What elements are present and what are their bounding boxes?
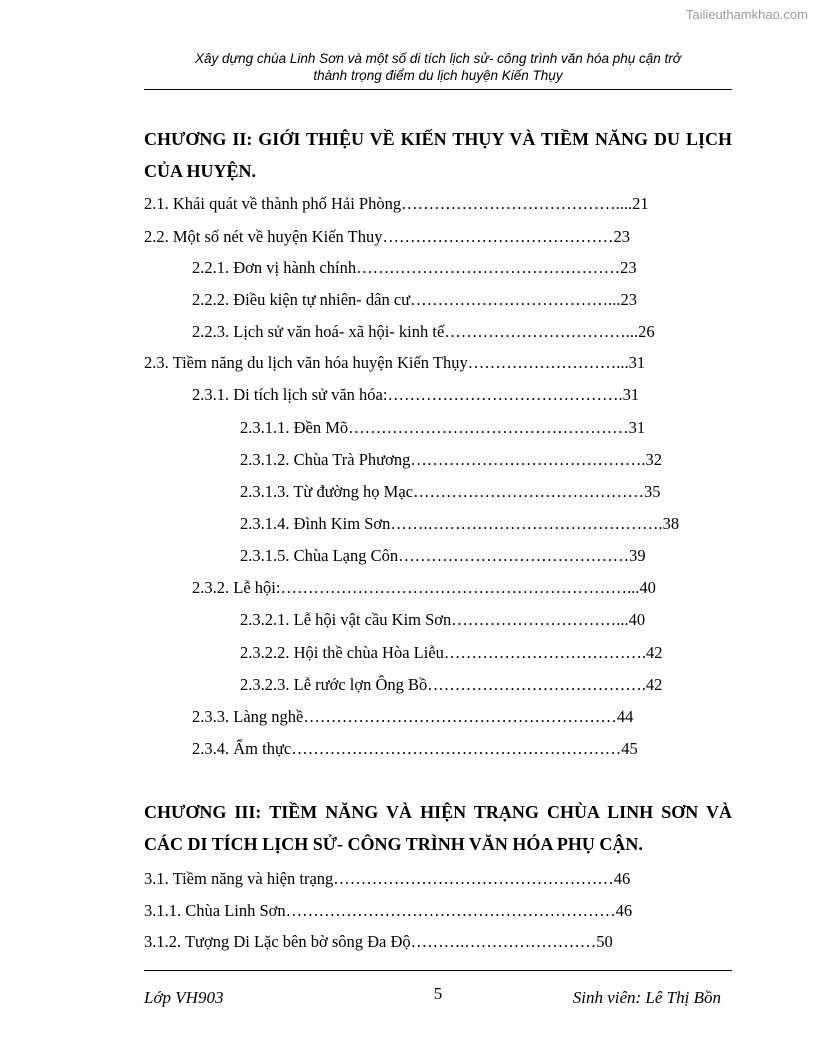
toc-entry-2-3-2-3: 2.3.2.3. Lễ rước lợn Ông Bồ………………………………….42: [240, 675, 663, 694]
toc-entry-2-2-1: 2.2.1. Đơn vị hành chính…………………………………………23: [192, 258, 637, 277]
toc-entry-2-3-2: 2.3.2. Lễ hội:………………………………………………………...40: [192, 578, 656, 597]
toc-entry-2-3-1-2: 2.3.1.2. Chùa Trà Phương…………………………………….32: [240, 450, 662, 469]
header-line-2: thành trọng điểm du lịch huyện Kiến Thụy: [313, 68, 563, 83]
toc-entry-2-3-2-2: 2.3.2.2. Hội thề chùa Hòa Liễu……………………………….42: [240, 643, 663, 662]
toc-entry-2-3-2-1: 2.3.2.1. Lễ hội vật cầu Kim Sơn…………………………...40: [240, 610, 646, 629]
toc-entry-2-2: 2.2. Một số nét về huyện Kiến Thuy……………………………………23: [144, 227, 630, 246]
toc-entry-2-3-4: 2.3.4. Ẩm thực……………………………………………………45: [192, 739, 638, 758]
header-divider: [144, 89, 732, 90]
toc-entry-3-1-1: 3.1.1. Chùa Linh Sơn……………………………………………………46: [144, 901, 633, 920]
page-number: 5: [433, 984, 443, 1003]
toc-entry-2-3-1: 2.3.1. Di tích lịch sử văn hóa:…………………………………….31: [192, 385, 640, 404]
toc-entry-2-2-2: 2.2.2. Điều kiện tự nhiên- dân cư………………………………...23: [192, 290, 638, 309]
toc-entry-2-3: 2.3. Tiềm năng du lịch văn hóa huyện Kiến Thụy………………………...31: [144, 353, 646, 372]
toc-entry-2-1: 2.1. Khái quát về thành phố Hải Phòng…………………………………....21: [144, 194, 649, 213]
toc-entry-3-1-2: 3.1.2. Tượng Di Lặc bên bờ sông Đa Độ……….……………………50: [144, 932, 613, 951]
chapter-3-heading: CHƯƠNG III: TIỀM NĂNG VÀ HIỆN TRẠNG CHÙA LINH SƠN VÀ CÁC DI TÍCH LỊCH SỬ- CÔNG TRÌNH VĂN HÓA PHỤ CẬN.: [144, 802, 732, 854]
chapter-2-heading: CHƯƠNG II: GIỚI THIỆU VỀ KIẾN THỤY VÀ TIỀM NĂNG DU LỊCH CỦA HUYỆN.: [144, 129, 732, 181]
toc-entry-2-3-1-5: 2.3.1.5. Chùa Lạng Côn……………………………………39: [240, 546, 646, 565]
toc-entry-2-3-1-1: 2.3.1.1. Đền Mõ……………………………………………31: [240, 418, 646, 437]
footer-class: Lớp VH903: [144, 988, 224, 1007]
running-header: [144, 50, 732, 84]
toc-entry-2-3-3: 2.3.3. Làng nghề…………………………………………………44: [192, 707, 634, 726]
footer-divider: [144, 970, 732, 971]
toc-entry-2-2-3: 2.2.3. Lịch sử văn hoá- xã hội- kinh tế……………………………...26: [192, 322, 655, 341]
header-line-1: Xây dựng chùa Linh Sơn và một số di tích lịch sử- công trình văn hóa phụ cận trở: [195, 51, 681, 66]
watermark-text: Tailieuthamkhao.com: [685, 7, 808, 22]
toc-entry-3-1: 3.1. Tiềm năng và hiện trạng……………………………………………46: [144, 869, 631, 888]
footer-student: Sinh viên: Lê Thị Bồn: [572, 988, 721, 1007]
toc-entry-2-3-1-4: 2.3.1.4. Đình Kim Sơn…….…………………………………….38: [240, 514, 680, 533]
toc-entry-2-3-1-3: 2.3.1.3. Từ đường họ Mạc……………………………………35: [240, 482, 661, 501]
